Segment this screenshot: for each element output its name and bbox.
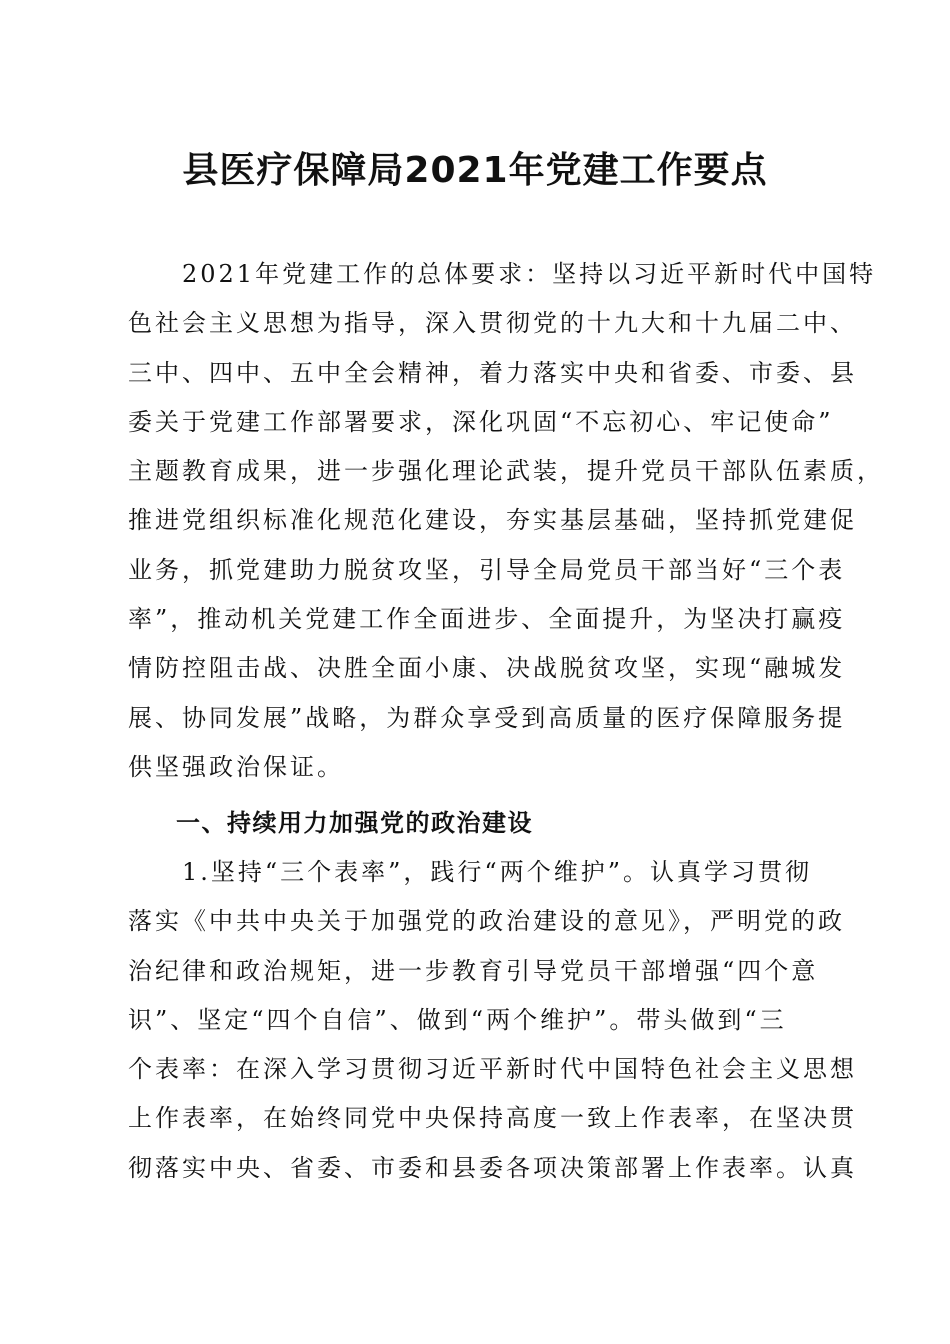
paragraph-line: 率”，推动机关党建工作全面进步、全面提升，为坚决打赢疫 (128, 605, 846, 634)
paragraph-line: 展、协同发展”战略，为群众享受到高质量的医疗保障服务提 (128, 703, 846, 732)
section-heading: 一、持续用力加强党的政治建设 (176, 809, 533, 837)
item-1-paragraph (128, 848, 857, 1193)
paragraph-line: 2021年党建工作的总体要求：坚持以习近平新时代中国特 (128, 260, 877, 288)
paragraph-line: 委关于党建工作部署要求，深化巩固“不忘初心、牢记使命” (128, 407, 834, 436)
paragraph-line: 色社会主义思想为指导，深入贯彻党的十九大和十九届二中、 (128, 309, 857, 338)
paragraph-line: 上作表率，在始终同党中央保持高度一致上作表率，在坚决贯 (128, 1104, 857, 1133)
paragraph-line: 个表率：在深入学习贯彻习近平新时代中国特色社会主义思想 (128, 1055, 857, 1084)
overview-paragraph (128, 250, 884, 792)
paragraph-line: 彻落实中央、省委、市委和县委各项决策部署上作表率。认真 (128, 1153, 857, 1182)
paragraph-line: 业务，抓党建助力脱贫攻坚，引导全局党员干部当好“三个表 (128, 555, 846, 584)
document-title: 县医疗保障局2021年党建工作要点 (182, 150, 768, 191)
paragraph-line: 主题教育成果，进一步强化理论武装，提升党员干部队伍素质， (128, 457, 884, 486)
paragraph-line: 1.坚持“三个表率”，践行“两个维护”。认真学习贯彻 (128, 858, 812, 886)
paragraph-line: 供坚强政治保证。 (128, 752, 344, 781)
paragraph-line: 推进党组织标准化规范化建设，夯实基层基础，坚持抓党建促 (128, 506, 857, 535)
paragraph-line: 治纪律和政治规矩，进一步教育引导党员干部增强“四个意 (128, 956, 819, 985)
paragraph-line: 情防控阻击战、决胜全面小康、决战脱贫攻坚，实现“融城发 (128, 654, 846, 683)
paragraph-line: 落实《中共中央关于加强党的政治建设的意见》，严明党的政 (128, 907, 845, 936)
paragraph-line: 三中、四中、五中全会精神，着力落实中央和省委、市委、县 (128, 358, 857, 387)
paragraph-line: 识”、坚定“四个自信”、做到“两个维护”。带头做到“三 (128, 1005, 787, 1034)
